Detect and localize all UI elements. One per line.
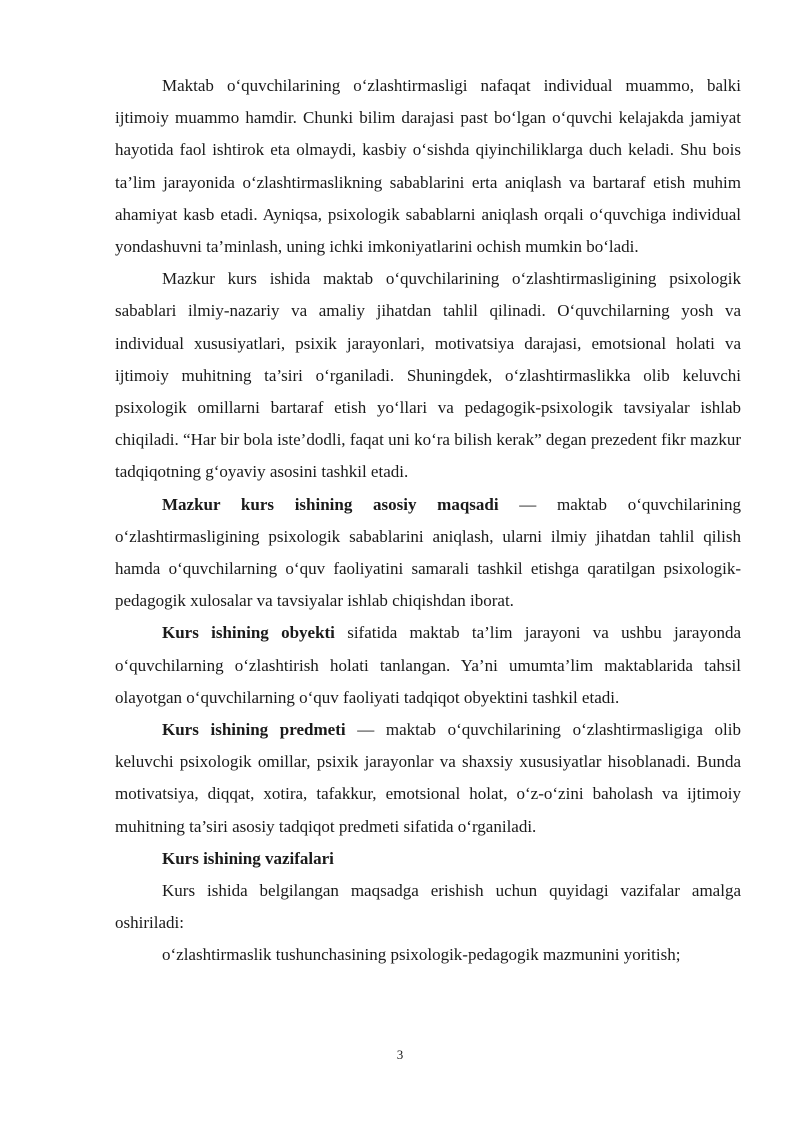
document-body bbox=[115, 70, 741, 972]
paragraph-scope: Mazkur kurs ishida maktab o‘quvchilarining o‘zlashtirmasligining psixologik sabablari ilmiy-nazariy va amaliy jihatdan tahlil qilinadi. O‘quvchilarning yosh va individual xususiyatlari, psixik jarayonlari, motivatsiya darajasi, emotsional holati va ijtimoiy muhitning ta’siri o‘rganiladi. Shuningdek, o‘zlashtirmaslikka olib keluvchi psixologik omillarni bartaraf etish yo‘llari va pedagogik-psixologik tavsiyalar ishlab chiqiladi. “Har bir bola iste’dodli, faqat uni ko‘ra bilish kerak” degan prezedent fikr mazkur tadqiqotning g‘oyaviy asosini tashkil etadi. bbox=[115, 269, 741, 482]
tasks-heading: Kurs ishining vazifalari bbox=[162, 848, 334, 868]
paragraph-tasks-intro: Kurs ishida belgilangan maqsadga erishish uchun quyidagi vazifalar amalga oshiriladi: bbox=[115, 881, 741, 933]
subject-heading: Kurs ishining predmeti bbox=[162, 720, 346, 740]
object-heading: Kurs ishining obyekti bbox=[162, 623, 335, 643]
subject-text: — maktab o‘quvchilarining o‘zlashtirmasligiga olib keluvchi psixologik omillar, psixik jarayonlar va shaxsiy xususiyatlar hisoblanadi. Bunda motivatsiya, diqqat, xotira, tafakkur, emotsional holat, o‘z-o‘zini baholash va ijtimoiy muhitning ta’siri asosiy tadqiqot predmeti sifatida o‘rganiladi. bbox=[115, 720, 741, 836]
goal-heading: Mazkur kurs ishining asosiy maqsadi bbox=[162, 494, 499, 514]
goal-text: — maktab o‘quvchilarining o‘zlashtirmasligining psixologik sabablarini aniqlash, ularni ilmiy jihatdan tahlil qilish hamda o‘quvchilarning o‘quv faoliyatini samarali tashkil etishga qaratilgan psixologik-pedagogik xulosalar va tavsiyalar ishlab chiqishdan iborat. bbox=[115, 494, 742, 611]
paragraph-intro: Maktab o‘quvchilarining o‘zlashtirmasligi nafaqat individual muammo, balki ijtimoiy muammo hamdir. Chunki bilim darajasi past bo‘lgan o‘quvchi kelajakda jamiyat hayotida faol ishtirok eta olmaydi, kasbiy o‘sishda qiyinchiliklarga duch keladi. Shu bois ta’lim jarayonida o‘zlashtirmaslikning sabablarini erta aniqlash va bartaraf etish muhim ahamiyat kasb etadi. Ayniqsa, psixologik sabablarni aniqlash orqali o‘quvchiga individual yondashuvni ta’minlash, uning ichki imkoniyatlarini ochish mumkin bo‘ladi. bbox=[115, 76, 741, 257]
paragraph-tasks-heading bbox=[115, 843, 741, 875]
page-number: 3 bbox=[396, 1047, 404, 1062]
paragraph-task-1: o‘zlashtirmaslik tushunchasining psixologik-pedagogik mazmunini yoritish; bbox=[162, 945, 681, 965]
paragraph-subject bbox=[115, 714, 741, 843]
object-text: sifatida maktab ta’lim jarayoni va ushbu jarayonda o‘quvchilarning o‘zlashtirish holati tanlangan. Ya’ni umumta’lim maktablarida tahsil olayotgan o‘quvchilarning o‘quv faoliyati tadqiqot obyektini tashkil etadi. bbox=[115, 623, 742, 707]
paragraph-object bbox=[115, 617, 741, 714]
paragraph-goal bbox=[115, 489, 741, 618]
